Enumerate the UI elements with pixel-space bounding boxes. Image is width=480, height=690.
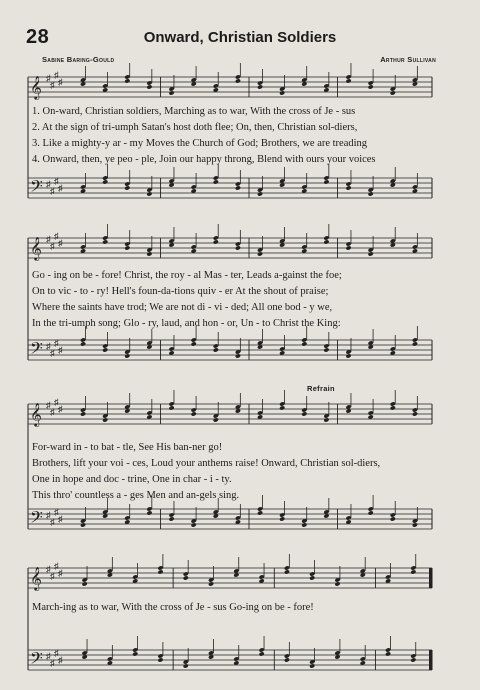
note-head <box>345 245 351 250</box>
sharp-sign: ♯ <box>54 397 59 407</box>
system-1-verse-2: 2. At the sign of tri-umph Satan's host doth flee; On, then, Christian sol-diers, <box>32 122 358 133</box>
sharp-sign: ♯ <box>58 655 63 665</box>
note-head <box>257 510 263 515</box>
note-head <box>279 405 285 410</box>
note-head <box>323 417 329 422</box>
note-head <box>82 581 88 586</box>
note-head <box>345 185 351 190</box>
note-head <box>183 663 189 668</box>
note-head <box>146 510 152 515</box>
sharp-sign: ♯ <box>46 564 51 574</box>
sharp-sign: ♯ <box>58 568 63 578</box>
sharp-sign: ♯ <box>46 341 51 351</box>
note-head <box>345 78 351 83</box>
sharp-sign: ♯ <box>46 651 51 661</box>
sharp-sign: ♯ <box>46 234 51 244</box>
sharp-sign: ♯ <box>54 338 59 348</box>
final-bar <box>429 650 432 670</box>
note-head <box>390 405 396 410</box>
note-head <box>102 179 108 184</box>
bass-clef: 𝄢 <box>30 338 43 362</box>
sharp-sign: ♯ <box>58 345 63 355</box>
note-head <box>279 90 285 95</box>
sharp-sign: ♯ <box>54 561 59 571</box>
sharp-sign: ♯ <box>50 80 55 90</box>
system-3-verse-3: One in hope and doc - trine, One in char - i - ty. <box>32 474 232 485</box>
final-bar <box>429 568 432 588</box>
note-head <box>279 516 285 521</box>
treble-clef: 𝄞 <box>30 566 42 590</box>
note-head <box>124 78 130 83</box>
note-head <box>390 516 396 521</box>
note-head <box>102 417 108 422</box>
sharp-sign: ♯ <box>58 183 63 193</box>
note-head <box>390 90 396 95</box>
note-head <box>191 411 197 416</box>
sharp-sign: ♯ <box>46 510 51 520</box>
note-head <box>146 251 152 256</box>
treble-clef: 𝄞 <box>30 236 42 260</box>
note-head <box>191 522 197 527</box>
note-head <box>213 417 219 422</box>
note-head <box>368 510 374 515</box>
system-3-verse-2: Brothers, lift your voi - ces, Loud your anthems raise! Onward, Christian sol-diers, <box>32 458 381 469</box>
sharp-sign: ♯ <box>50 186 55 196</box>
bass-clef: 𝄢 <box>30 176 43 200</box>
note-head <box>284 657 290 662</box>
sharp-sign: ♯ <box>58 238 63 248</box>
note-head <box>80 522 86 527</box>
note-head <box>124 245 130 250</box>
note-head <box>410 657 416 662</box>
sharp-sign: ♯ <box>50 658 55 668</box>
sharp-sign: ♯ <box>46 73 51 83</box>
note-head <box>257 84 263 89</box>
sharp-sign: ♯ <box>50 407 55 417</box>
note-head <box>368 191 374 196</box>
sharp-sign: ♯ <box>50 241 55 251</box>
note-head <box>410 569 416 574</box>
note-head <box>146 84 152 89</box>
note-head <box>345 353 351 358</box>
sharp-sign: ♯ <box>50 517 55 527</box>
note-head <box>257 251 263 256</box>
system-1-verse-4: 4. Onward, then, ye peo - ple, Join our happy throng, Blend with ours your voices <box>32 154 376 165</box>
note-head <box>183 575 189 580</box>
sharp-sign: ♯ <box>46 179 51 189</box>
note-head <box>132 651 138 656</box>
note-head <box>235 78 241 83</box>
sharp-sign: ♯ <box>54 231 59 241</box>
sharp-sign: ♯ <box>54 70 59 80</box>
sharp-sign: ♯ <box>54 648 59 658</box>
refrain-label: Refrain <box>307 384 335 393</box>
note-head <box>259 651 265 656</box>
note-head <box>257 191 263 196</box>
note-head <box>213 239 219 244</box>
note-head <box>323 239 329 244</box>
note-head <box>323 347 329 352</box>
note-head <box>168 90 174 95</box>
note-head <box>301 341 307 346</box>
system-2-verse-3: Where the saints have trod; We are not di - vi - ded; All one bod - y we, <box>32 302 333 313</box>
system-2-verse-2: On to vic - to - ry! Hell's foun-da-tions quiv - er At the shout of praise; <box>32 286 329 297</box>
system-4-verse-1: March-ing as to war, With the cross of Je - sus Go-ing on be - fore! <box>32 602 314 613</box>
note-head <box>168 405 174 410</box>
note-head <box>309 663 315 668</box>
hymn-number: 28 <box>26 26 50 48</box>
sharp-sign: ♯ <box>50 348 55 358</box>
system-3-verse-1: For-ward in - to bat - tle, See His ban-ner go! <box>32 442 223 453</box>
note-head <box>146 191 152 196</box>
note-head <box>191 341 197 346</box>
hymn-title: Onward, Christian Soldiers <box>143 29 337 46</box>
note-head <box>80 341 86 346</box>
bass-clef: 𝄢 <box>30 507 43 531</box>
sharp-sign: ♯ <box>58 77 63 87</box>
note-head <box>323 179 329 184</box>
note-head <box>385 651 391 656</box>
note-head <box>334 581 340 586</box>
sharp-sign: ♯ <box>54 507 59 517</box>
note-head <box>80 411 86 416</box>
note-head <box>124 185 130 190</box>
note-head <box>412 341 418 346</box>
note-head <box>235 245 241 250</box>
note-head <box>368 251 374 256</box>
system-1-verse-3: 3. Like a mighty-y ar - my Moves the Church of God; Brothers, we are treading <box>32 138 368 149</box>
sharp-sign: ♯ <box>58 514 63 524</box>
system-3-verse-4: This thro' countless a - ges Men and an-gels sing. <box>32 490 240 501</box>
note-head <box>284 569 290 574</box>
note-head <box>301 522 307 527</box>
sharp-sign: ♯ <box>46 400 51 410</box>
note-head <box>412 522 418 527</box>
note-head <box>301 411 307 416</box>
note-head <box>157 569 163 574</box>
system-2-verse-4: In the tri-umph song; Glo - ry, laud, and hon - or, Un - to Christ the King: <box>32 318 341 329</box>
composer-credit: Arthur Sullivan <box>380 55 436 64</box>
note-head <box>157 657 163 662</box>
treble-clef: 𝄞 <box>30 75 42 99</box>
sharp-sign: ♯ <box>58 404 63 414</box>
note-head <box>309 575 315 580</box>
treble-clef: 𝄞 <box>30 402 42 426</box>
note-head <box>368 84 374 89</box>
note-head <box>235 185 241 190</box>
note-head <box>235 353 241 358</box>
lyricist-credit: Sabine Baring-Gould <box>42 55 115 64</box>
note-head <box>412 411 418 416</box>
note-head <box>124 353 130 358</box>
system-1-verse-1: 1. On-ward, Christian soldiers, Marching as to war, With the cross of Je - sus <box>32 106 356 117</box>
bass-clef: 𝄢 <box>30 648 43 672</box>
sharp-sign: ♯ <box>50 571 55 581</box>
sharp-sign: ♯ <box>54 176 59 186</box>
note-head <box>208 581 214 586</box>
note-head <box>213 179 219 184</box>
system-2-verse-1: Go - ing on be - fore! Christ, the roy - al Mas - ter, Leads a-gainst the foe; <box>32 270 342 281</box>
note-head <box>102 347 108 352</box>
note-head <box>213 347 219 352</box>
note-head <box>168 516 174 521</box>
note-head <box>102 239 108 244</box>
